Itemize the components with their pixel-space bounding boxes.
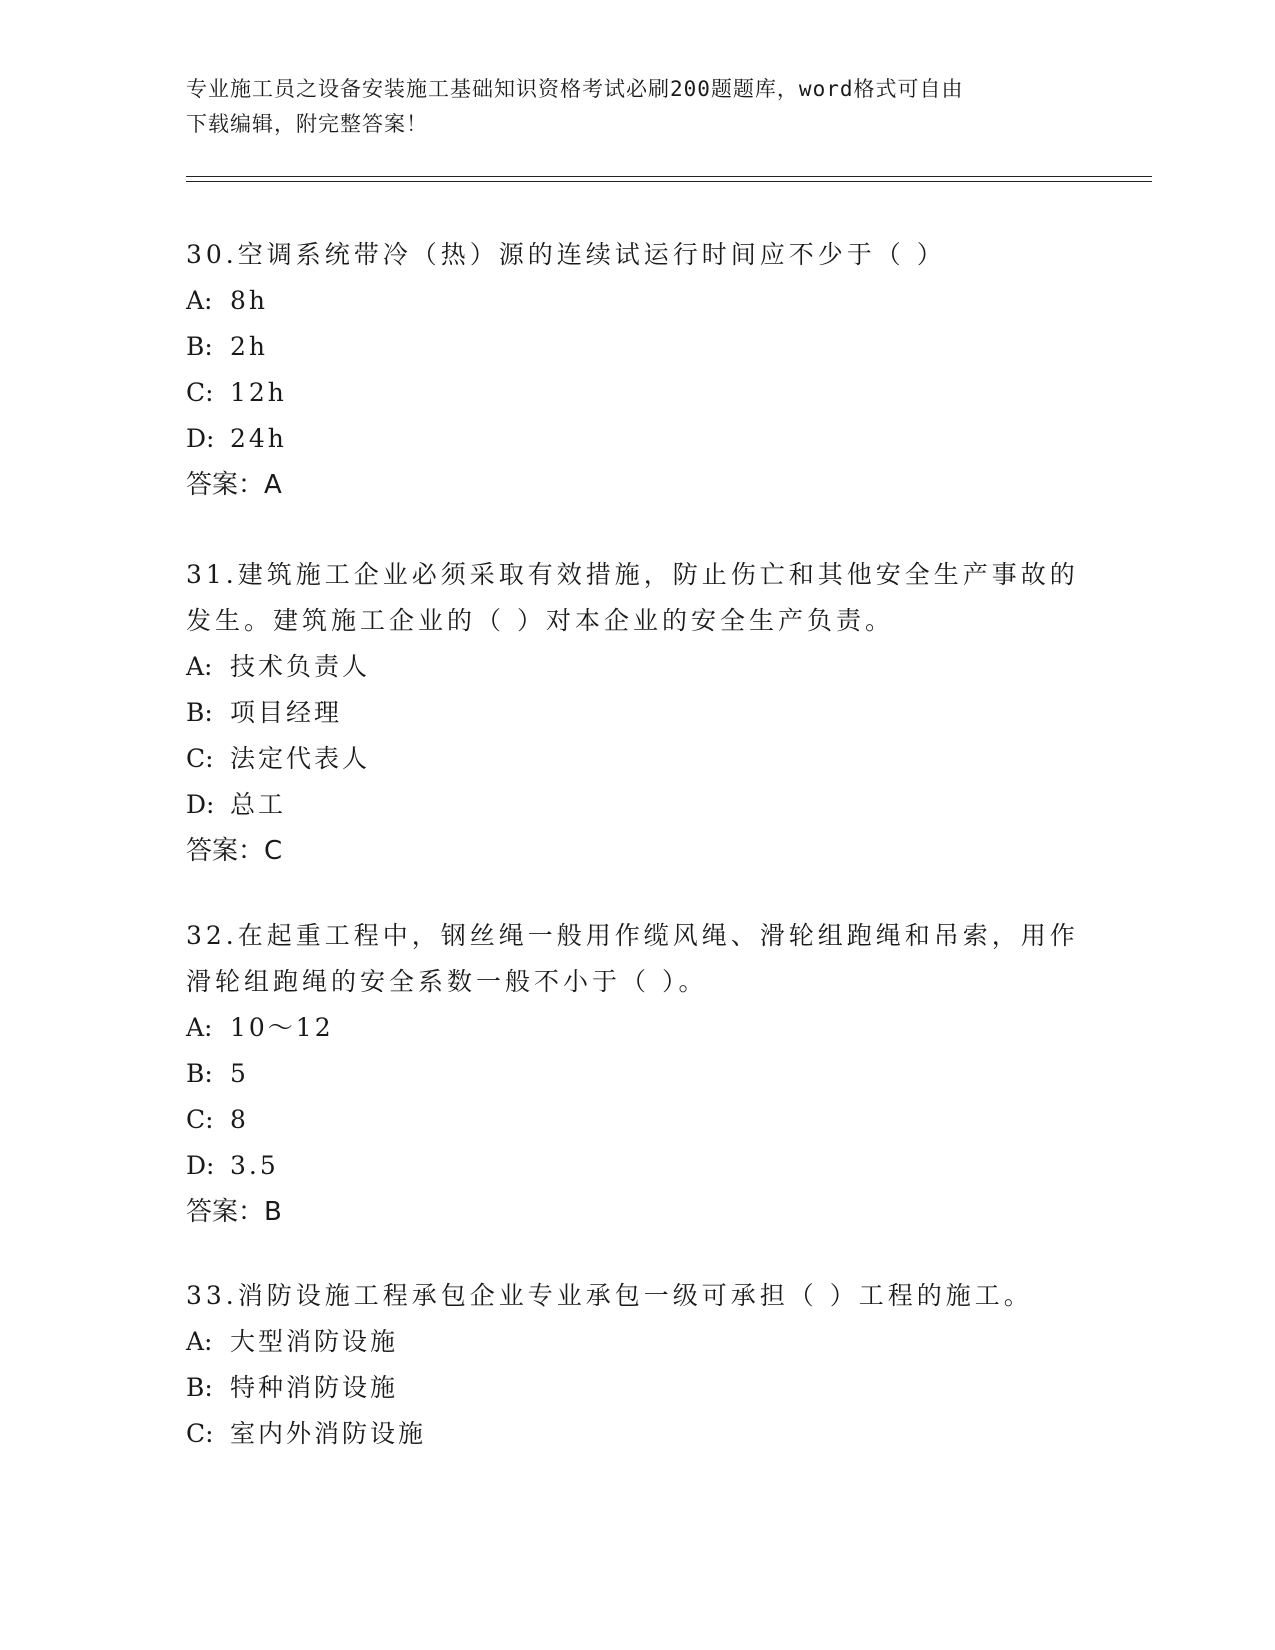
option-text: 8 [230, 1105, 249, 1134]
option-a [186, 644, 1086, 690]
option-text: 项目经理 [230, 698, 343, 727]
option-d [186, 782, 1086, 828]
header-title-line-2: 下载编辑，附完整答案！ [186, 112, 428, 136]
option-text: 特种消防设施 [230, 1373, 399, 1402]
option-text: 3.5 [230, 1151, 279, 1180]
option-d [186, 416, 1086, 462]
answer-line: 答案：A [186, 470, 282, 500]
option-key: A: [186, 652, 213, 681]
option-key: A: [186, 286, 213, 315]
header-divider-bottom [186, 181, 1152, 182]
option-key: A: [186, 1013, 213, 1042]
answer-line: 答案：C [186, 836, 283, 866]
option-b [186, 324, 1086, 370]
option-key: D: [186, 424, 215, 453]
option-text: 8h [230, 286, 269, 315]
option-c [186, 1411, 1086, 1457]
question-stem: 33.消防设施工程承包企业专业承包一级可承担（ ）工程的施工。 [186, 1281, 1033, 1310]
option-key: C: [186, 378, 214, 407]
option-key: C: [186, 744, 214, 773]
option-a [186, 278, 1086, 324]
header-title-line-1: 专业施工员之设备安装施工基础知识资格考试必刷200题题库，word格式可自由 [186, 77, 964, 101]
option-key: A: [186, 1327, 213, 1356]
option-text: 2h [230, 332, 269, 361]
option-b [186, 1051, 1086, 1097]
option-text: 室内外消防设施 [230, 1419, 427, 1448]
question-stem: 30.空调系统带冷（热）源的连续试运行时间应不少于（ ） [186, 240, 946, 269]
option-key: D: [186, 790, 215, 819]
question-32 [186, 913, 1086, 1235]
option-key: B: [186, 1373, 213, 1402]
option-a [186, 1319, 1086, 1365]
option-a [186, 1005, 1086, 1051]
option-key: B: [186, 332, 213, 361]
question-30 [186, 232, 1086, 508]
question-stem: 31.建筑施工企业必须采取有效措施，防止伤亡和其他安全生产事故的发生。建筑施工企业的（ ）对本企业的安全生产负责。 [186, 560, 1079, 635]
answer-line: 答案：B [186, 1197, 282, 1227]
header-divider-top [186, 176, 1152, 177]
option-b [186, 1365, 1086, 1411]
option-key: B: [186, 1059, 213, 1088]
option-key: C: [186, 1419, 214, 1448]
option-text: 12h [230, 378, 287, 407]
option-c [186, 370, 1086, 416]
document-header [186, 72, 1066, 142]
option-text: 24h [230, 424, 287, 453]
option-c [186, 1097, 1086, 1143]
option-text: 技术负责人 [230, 652, 371, 681]
option-text: 大型消防设施 [230, 1327, 399, 1356]
option-c [186, 736, 1086, 782]
question-33 [186, 1273, 1086, 1457]
question-stem: 32.在起重工程中，钢丝绳一般用作缆风绳、滑轮组跑绳和吊索，用作滑轮组跑绳的安全系数一般不小于（ ）。 [186, 921, 1079, 996]
option-key: B: [186, 698, 213, 727]
option-key: C: [186, 1105, 214, 1134]
question-31 [186, 552, 1086, 874]
option-text: 5 [230, 1059, 249, 1088]
option-text: 10～12 [230, 1013, 334, 1042]
option-text: 总工 [230, 790, 287, 819]
option-d [186, 1143, 1086, 1189]
option-key: D: [186, 1151, 215, 1180]
option-text: 法定代表人 [230, 744, 371, 773]
option-b [186, 690, 1086, 736]
